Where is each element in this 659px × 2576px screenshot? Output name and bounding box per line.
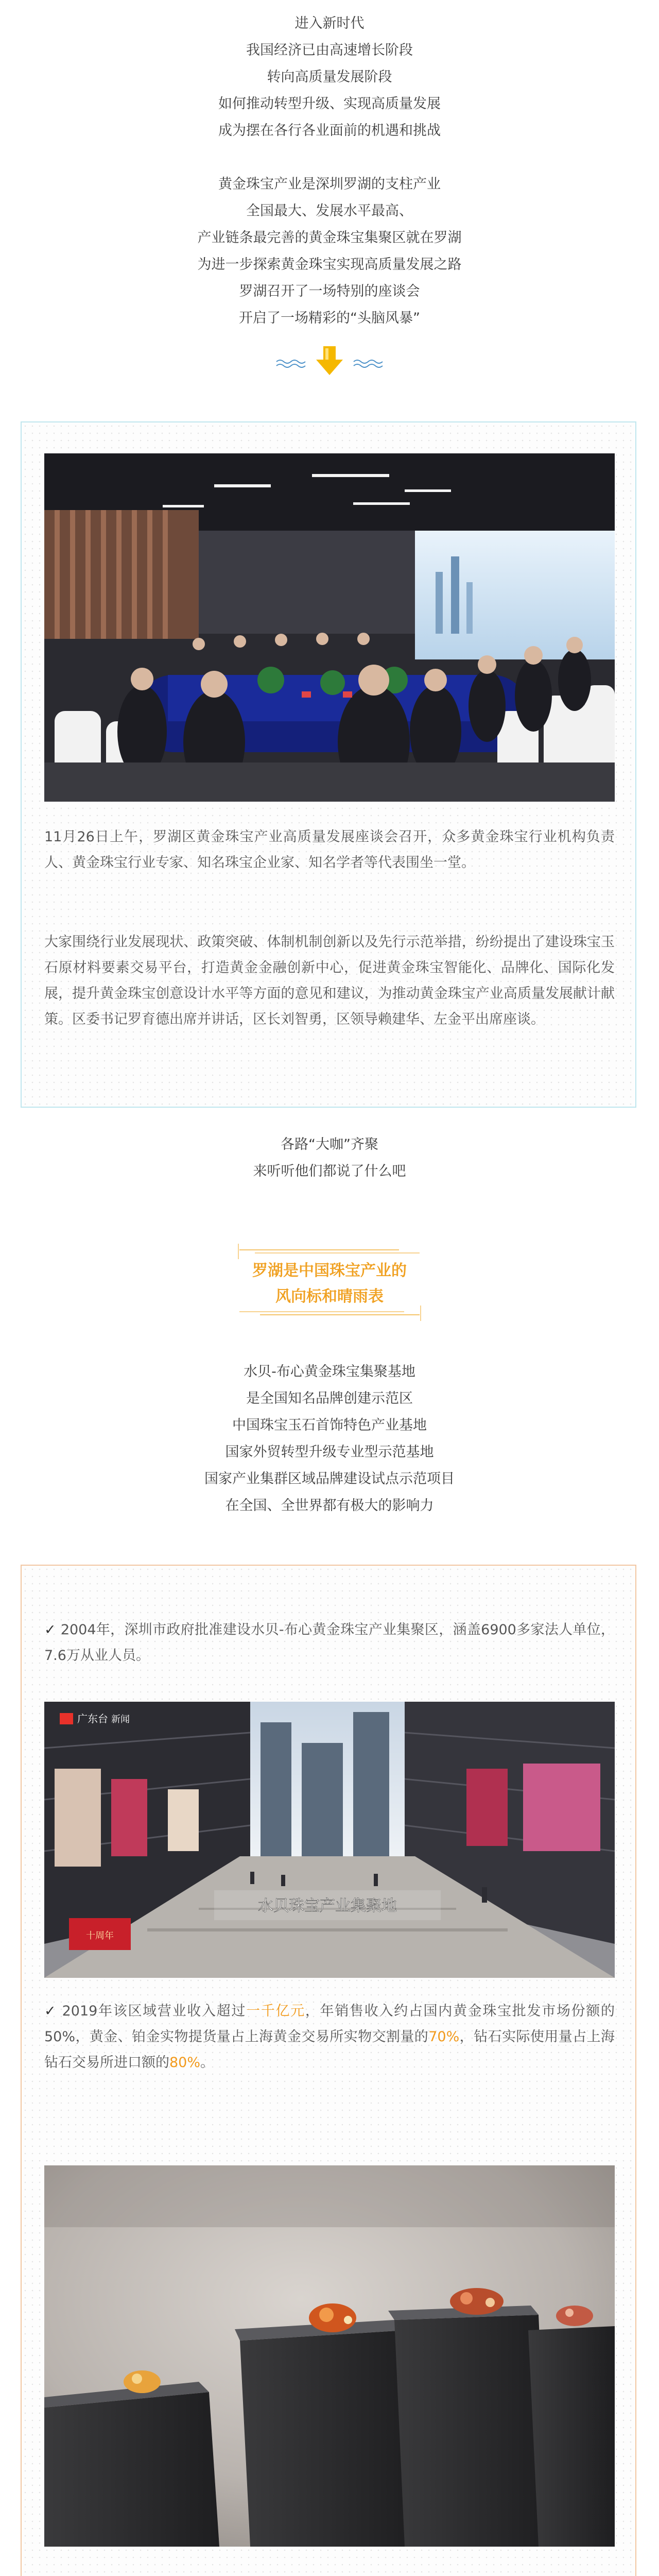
intro-line: 为进一步探索黄金珠宝实现高质量发展之路 [197,257,462,273]
honor-line: 国家产业集群区域品牌建设试点示范项目 [204,1471,455,1487]
section-divider [0,337,659,388]
fact-highlight: 一千亿元 [246,2003,305,2019]
intro-line: 如何推动转型升级、实现高质量发展 [218,96,441,112]
section-title-line: 罗湖是中国珠宝产业的 [252,1262,407,1280]
fact-paragraph-2 [44,1998,615,2076]
intro-line: 我国经济已由高速增长阶段 [246,42,413,58]
street-caption: 水贝珠宝产业集聚地 [258,1897,397,1915]
fact-text: 2004年，深圳市政府批准建设水贝-布心黄金珠宝产业集聚区，涵盖6900多家法人单位，7.6万从业人员。 [44,1622,615,1664]
intro-line: 全国最大、发展水平最高、 [246,203,413,219]
section-title-box [234,1239,425,1326]
experts-line: 来听听他们都说了什么吧 [253,1163,406,1179]
section-title [234,1258,425,1310]
honor-line: 是全国知名品牌创建示范区 [246,1391,413,1406]
intro-line: 转向高质量发展阶段 [267,69,392,85]
check-icon: ✓ [44,2003,57,2019]
fact-text: 。 [200,2055,215,2071]
intro-line: 进入新时代 [294,15,365,31]
intro-line: 罗湖召开了一场特别的座谈会 [239,283,420,299]
intro-line: 产业链条最完善的黄金珠宝集聚区就在罗湖 [197,230,462,246]
meeting-card [21,421,636,1108]
fact-text: ，钻石实际使用量占上海钻石交易所进口额的 [44,2029,615,2071]
intro-block-1 [0,0,659,144]
meeting-paragraph-2: 大家围绕行业发展现状、政策突破、体制机制创新以及先行示范举措，纷纷提出了建设珠宝玉石原材料要素交易平台，打造黄金金融创新中心，促进黄金珠宝智能化、品牌化、国际化发展，提升黄金珠宝创意设计水平等方面的意见和建议，为推动黄金珠宝产业高质量发展献计献策。区委书记罗育德出席并讲话，区长刘智勇，区领导赖建华、左金平出席座谈。 [44,934,615,1027]
tv-logo-text: 广东台 [77,1713,108,1725]
experts-line: 各路“大咖”齐聚 [281,1137,378,1153]
fact-highlight: 80% [169,2055,201,2071]
fact-highlight: 70% [428,2029,460,2045]
experts-intro [0,1131,659,1185]
wave-lines-icon [275,359,306,369]
meeting-photo [44,453,615,802]
honors-list [0,1359,659,1519]
fact-text: 2019年该区域营业收入超过 [62,2003,247,2019]
jewelry-photo [44,2165,615,2547]
intro-line: 开启了一场精彩的“头脑风暴” [239,310,420,326]
street-photo [44,1702,615,1978]
section-title-line: 风向标和晴雨表 [275,1287,384,1306]
honor-line: 水贝-布心黄金珠宝集聚基地 [244,1364,415,1380]
fact-text: ，年销售收入约占国内黄金珠宝批发市场份额的50%，黄金、铂金实物提货量占上海黄金交易所实物交割量的 [44,2003,615,2045]
intro-line: 黄金珠宝产业是深圳罗湖的支柱产业 [218,176,441,192]
meeting-paragraph-1: 11月26日上午，罗湖区黄金珠宝产业高质量发展座谈会召开，众多黄金珠宝行业机构负责人、黄金珠宝行业专家、知名珠宝企业家、知名学者等代表围坐一堂。 [44,829,615,871]
tv-logo-sub: 新闻 [111,1714,130,1725]
wave-lines-icon [353,359,384,369]
check-icon: ✓ [44,1622,56,1638]
honor-line: 国家外贸转型升级专业型示范基地 [225,1444,434,1460]
fact-paragraph-1 [44,1617,615,1669]
facts-card [21,1565,636,2576]
intro-block-2 [0,171,659,332]
honor-line: 在全国、全世界都有极大的影响力 [225,1498,434,1514]
down-arrow-icon [315,344,344,377]
intro-line: 成为摆在各行各业面前的机遇和挑战 [218,123,441,139]
honor-line: 中国珠宝玉石首饰特色产业基地 [232,1417,427,1433]
anniversary-sign: 十周年 [86,1930,114,1941]
